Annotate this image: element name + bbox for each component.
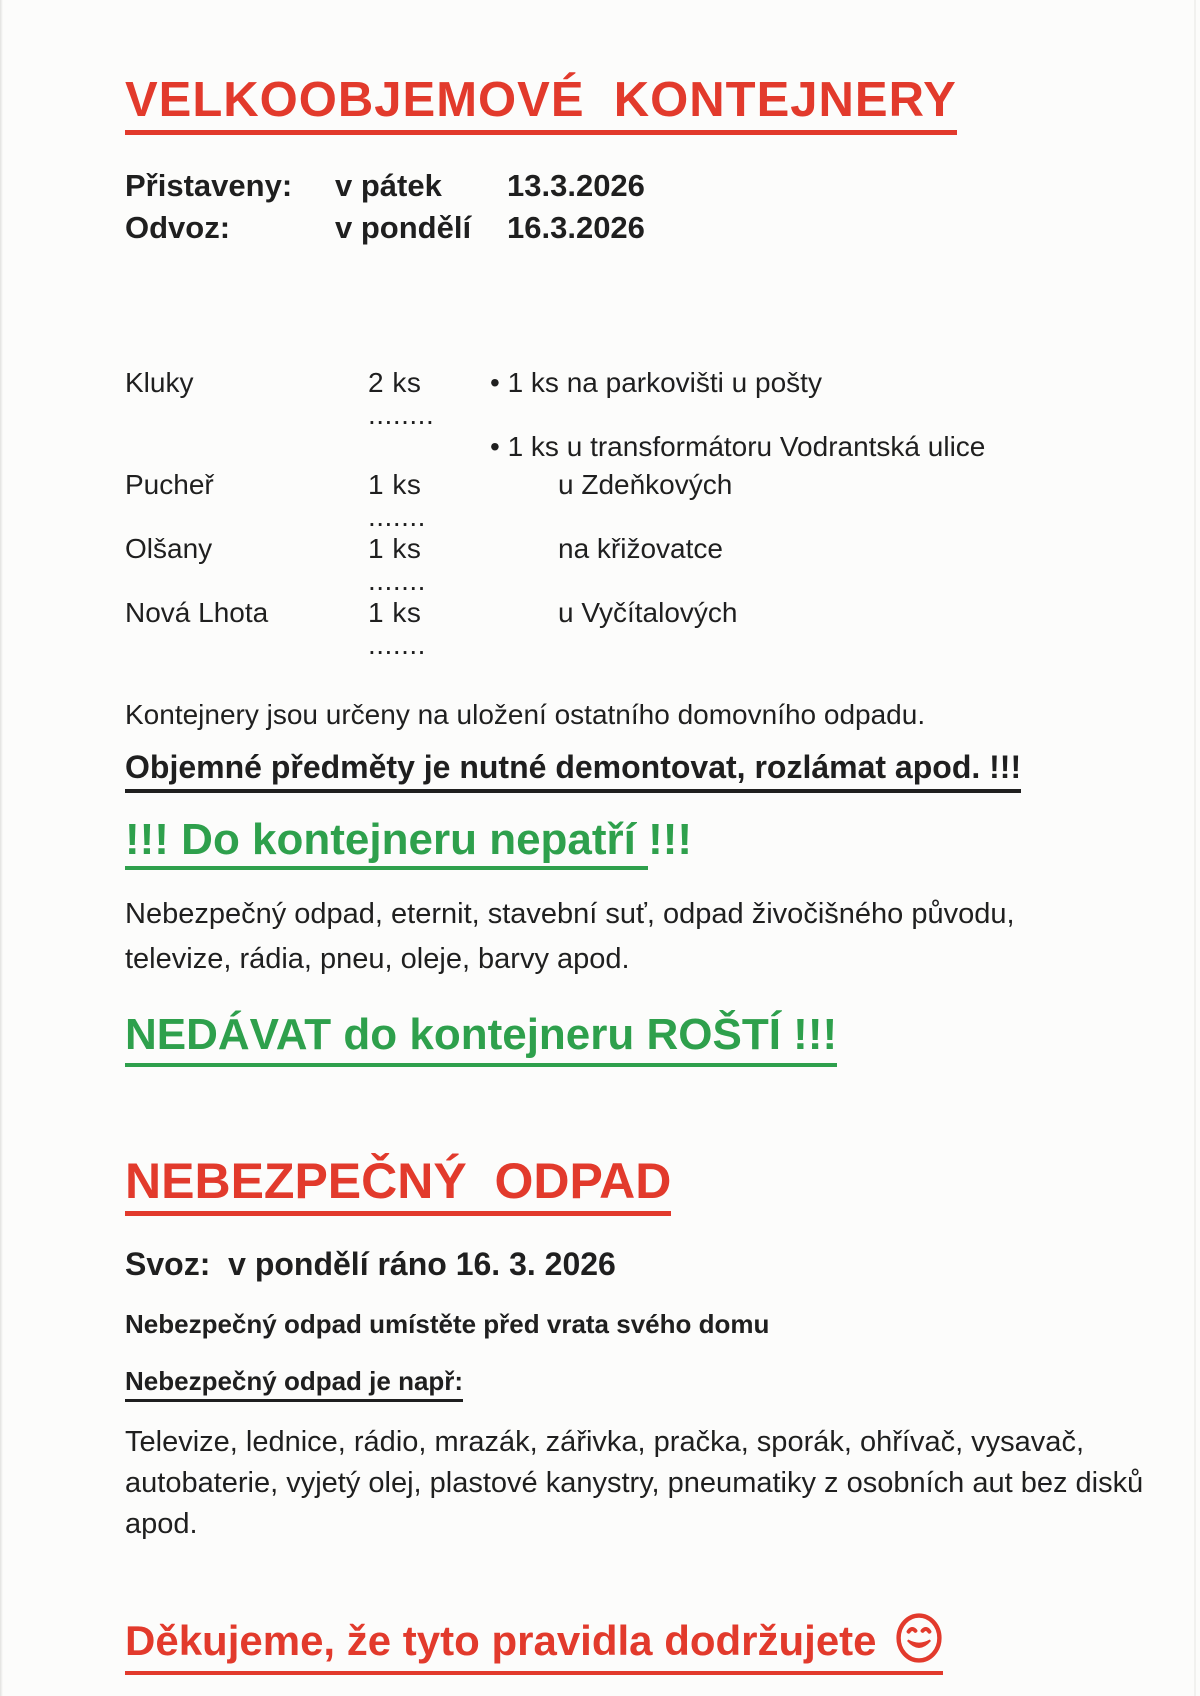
- hazardous-section: [125, 1067, 1144, 1546]
- schedule-day: v pátek: [335, 167, 442, 203]
- schedule-row-delivered: [125, 165, 1140, 207]
- village-name: Nová Lhota: [125, 596, 269, 628]
- hazardous-title: NEBEZPEČNÝ ODPAD: [125, 1155, 671, 1217]
- page-title: VELKOOBJEMOVÉ KONTEJNERY: [125, 75, 957, 135]
- village-location: • 1 ks na parkovišti u pošty: [490, 366, 822, 398]
- schedule-date: 13.3.2026: [507, 167, 645, 203]
- brushwood-warning: NEDÁVAT do kontejneru ROŠTÍ !!!: [125, 1010, 837, 1067]
- thanks-text: Děkujeme, že tyto pravidla dodržujete: [125, 1617, 877, 1665]
- village-name: Kluky: [125, 366, 194, 398]
- not-allowed-body: [125, 892, 1140, 982]
- container-schedule: [125, 165, 1140, 249]
- hazardous-placement-note: Nebezpečný odpad umístěte před vrata svého domu: [125, 1309, 770, 1340]
- village-row-nova-lhota: [125, 597, 1140, 661]
- schedule-day: v pondělí: [335, 209, 472, 245]
- village-name: Olšany: [125, 532, 213, 564]
- hazardous-examples-line: Televize, lednice, rádio, mrazák, zářivka, pračka, sporák, ohřívač, vysavač,: [125, 1426, 1084, 1459]
- village-location: na křižovatce: [558, 532, 723, 564]
- hazardous-examples-body: [125, 1422, 1144, 1545]
- village-row-pucher: [125, 469, 1140, 533]
- village-location: u Zdeňkových: [558, 468, 733, 500]
- village-count: 1 ks .......: [368, 468, 438, 532]
- village-row-kluky: [125, 367, 1140, 431]
- village-count: 2 ks ........: [368, 366, 438, 430]
- not-allowed-heading: [125, 815, 1140, 866]
- thanks-line: [125, 1617, 943, 1675]
- dismantle-warning: Objemné předměty je nutné demontovat, rozlámat apod. !!!: [125, 749, 1021, 793]
- schedule-row-removal: [125, 207, 1140, 249]
- schedule-label: Přistaveny:: [125, 167, 293, 203]
- village-row-olsany: [125, 533, 1140, 597]
- dismantle-warning-wrap: [125, 731, 1140, 793]
- not-allowed-heading-tail: !!!: [648, 814, 693, 864]
- smiley-face-icon: [895, 1612, 943, 1664]
- schedule-date: 16.3.2026: [507, 209, 645, 245]
- purpose-note: Kontejnery jsou určeny na uložení ostatního domovního odpadu.: [125, 698, 926, 730]
- brushwood-warning-wrap: [125, 982, 1140, 1067]
- village-name: Pucheř: [125, 468, 214, 500]
- village-count: 1 ks .......: [368, 532, 438, 596]
- thanks-wrap: [125, 1545, 1140, 1675]
- village-container-list: [125, 367, 1140, 661]
- not-allowed-body-line: Nebezpečný odpad, eternit, stavební suť, odpad živočišného původu,: [125, 897, 1015, 930]
- hazardous-examples-heading: Nebezpečný odpad je např:: [125, 1366, 463, 1402]
- hazardous-examples-line: autobaterie, vyjetý olej, plastové kanystry, pneumatiky z osobních aut bez disků: [125, 1467, 1144, 1500]
- scan-edge-artifact-left: [0, 0, 3, 1696]
- hazardous-examples-line: apod.: [125, 1508, 198, 1541]
- village-count: 1 ks .......: [368, 596, 438, 660]
- schedule-label: Odvoz:: [125, 209, 231, 245]
- hazardous-examples-heading-wrap: [125, 1340, 1140, 1402]
- scan-edge-artifact-right: [1194, 0, 1196, 1696]
- not-allowed-heading-underlined: !!! Do kontejneru nepatří: [125, 815, 648, 870]
- not-allowed-body-line: televize, rádia, pneu, oleje, barvy apod.: [125, 942, 630, 975]
- village-row-kluky-2: [125, 431, 1140, 469]
- village-location: • 1 ks u transformátoru Vodrantská ulice: [490, 430, 986, 462]
- hazardous-pickup: Svoz: v pondělí ráno 16. 3. 2026: [125, 1246, 616, 1283]
- village-location: u Vyčítalových: [558, 596, 738, 628]
